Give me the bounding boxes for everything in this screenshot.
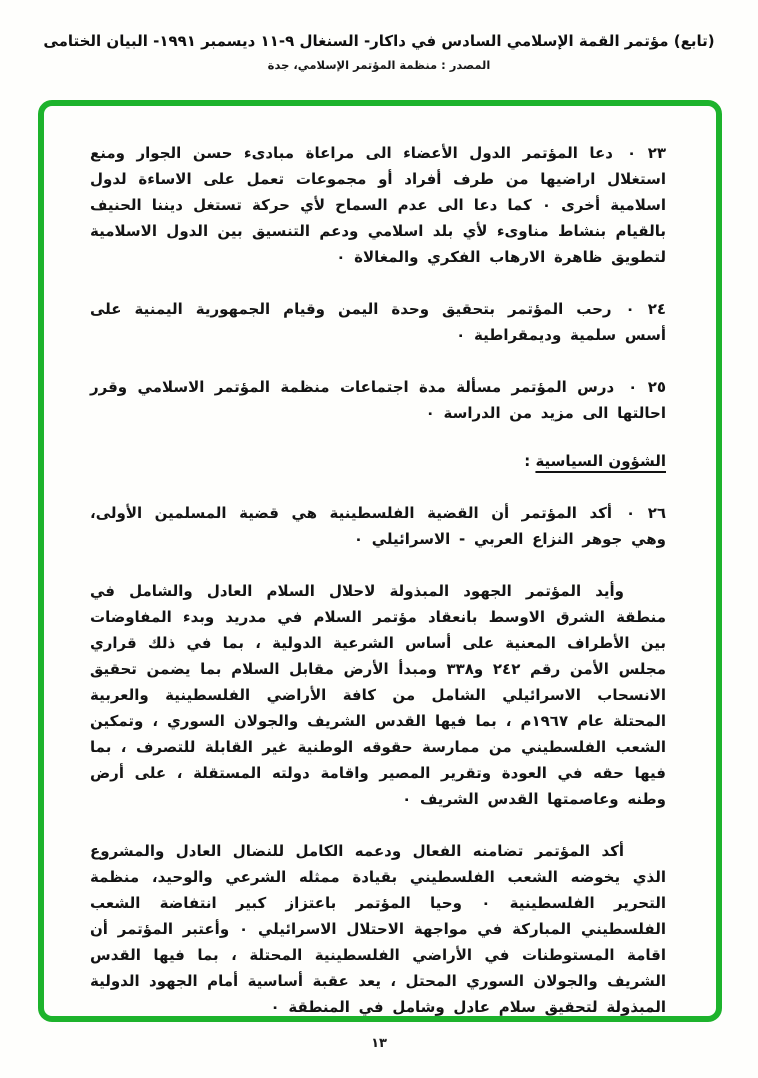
document-footer — [0, 1036, 758, 1051]
section-heading-text: الشؤون السياسية — [535, 452, 666, 470]
section-heading-political-affairs — [90, 452, 666, 470]
section-heading-colon: : — [524, 452, 536, 470]
paragraph-25-text: درس المؤتمر مسألة مدة اجتماعات منظمة المؤتمر الاسلامي وقرر احالتها الى مزيد من الدراسة ٠ — [90, 378, 666, 422]
page-number: ١٣ — [371, 1036, 387, 1051]
paragraph-26 — [90, 500, 666, 552]
document-header — [0, 0, 758, 72]
green-frame-content — [38, 100, 722, 1022]
paragraph-25 — [90, 374, 666, 426]
paragraph-26-text: أكد المؤتمر أن القضية الفلسطينية هي قضية المسلمين الأولى، وهي جوهر النزاع العربي - الاسرائيلي ٠ — [90, 504, 666, 548]
paragraph-palestinian-solidarity: أكد المؤتمر تضامنه الفعال ودعمه الكامل للنضال العادل والمشروع الذي يخوضه الشعب الفلسطيني بقيادة ممثله الشرعي والوحيد، منظمة التحرير الفلسطينية ٠ وحيا المؤتمر باعتزاز كبير انتفاضة الشعب الفلسطيني المباركة في مواجهة الاحتلال الاسرائيلي ٠ وأعتبر المؤتمر أن اقامة المستوطنات في الأراضي الفلسطينية المحتلة ، بما فيها القدس الشريف والجولان السوري المحتل ، يعد عقبة أساسية أمام الجهود الدولية المبذولة لتحقيق سلام عادل وشامل في المنطقة ٠ — [90, 842, 666, 1016]
paragraph-25-number: ٢٥ ٠ — [628, 378, 666, 396]
paragraph-24-number: ٢٤ ٠ — [625, 300, 666, 318]
paragraph-24-text: رحب المؤتمر بتحقيق وحدة اليمن وقيام الجمهورية اليمنية على أسس سلمية وديمقراطية ٠ — [90, 300, 666, 344]
paragraph-23-number: ٢٣ ٠ — [626, 144, 666, 162]
paragraph-23-text: دعا المؤتمر الدول الأعضاء الى مراعاة مبادىء حسن الجوار ومنع استغلال اراضيها من طرف أفراد أو مجموعات تعمل على الاساءة لدول اسلامية أخرى ٠ كما دعا الى عدم السماح لأي حركة تستغل ديننا الحنيف بالقيام بنشاط مناوىء لأي بلد اسلامي ودعم التنسيق بين الدول الاسلامية لتطويق ظاهرة الارهاب الفكري والمغالاة ٠ — [90, 144, 666, 266]
paragraph-26-number: ٢٦ ٠ — [626, 504, 666, 522]
paragraph-24 — [90, 296, 666, 348]
document-source: المصدر : منظمة المؤتمر الإسلامي، جدة — [267, 58, 491, 72]
paragraph-peace-support: وأيد المؤتمر الجهود المبذولة لاحلال السلام العادل والشامل في منطقة الشرق الاوسط بانعقاد مؤتمر السلام في مدريد وبدء المفاوضات بين الأطراف المعنية على أساس الشرعية الدولية ، بما في ذلك قراري مجلس الأمن رقم ٢٤٢ و٣٣٨ ومبدأ الأرض مقابل السلام بما يضمن تحقيق الانسحاب الاسرائيلي الشامل من كافة الأراضي الفلسطينية والعربية المحتلة عام ١٩٦٧م ، بما فيها القدس الشريف والجولان السوري ، وتمكين الشعب الفلسطيني من ممارسة حقوقه الوطنية غير القابلة للتصرف ، بما فيها حقه في العودة وتقرير المصير واقامة دولته المستقلة ، على أرض وطنه وعاصمتها القدس الشريف ٠ — [90, 582, 667, 808]
document-title: (تابع) مؤتمر القمة الإسلامي السادس في داكار- السنغال ٩-١١ ديسمبر ١٩٩١- البيان الختامى — [43, 32, 715, 50]
paragraph-23 — [90, 140, 666, 270]
